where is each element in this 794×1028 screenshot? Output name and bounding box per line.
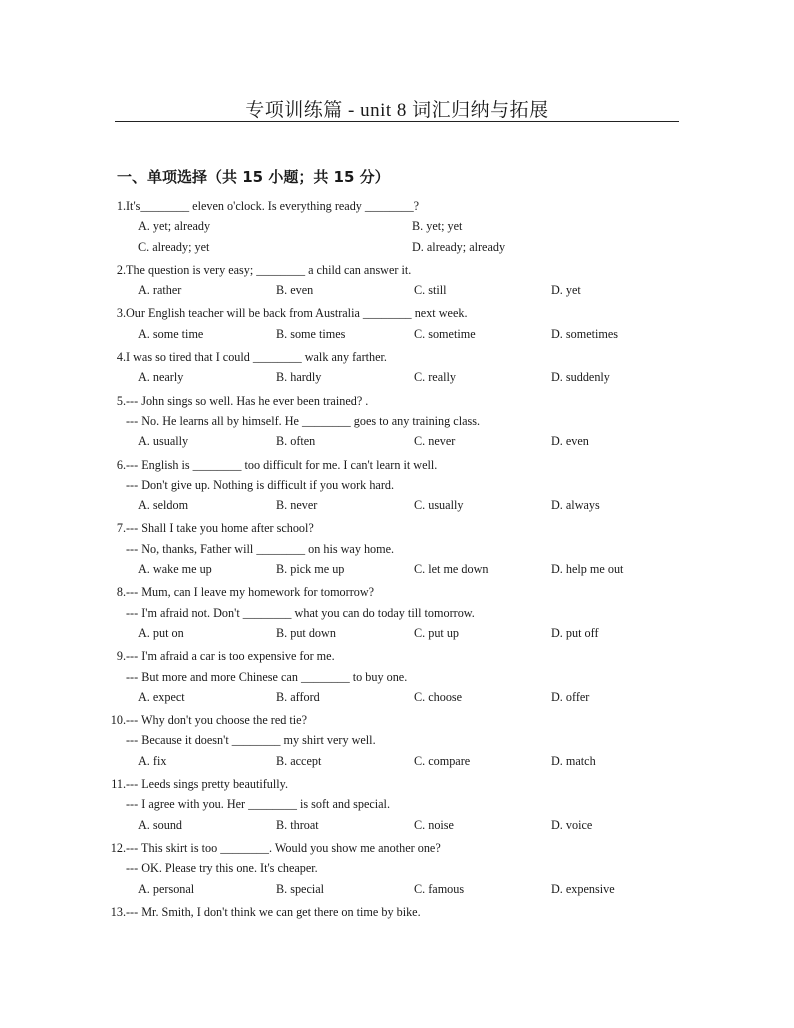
question-stem <box>106 303 706 323</box>
question-item <box>106 902 706 922</box>
question-stem <box>106 774 706 794</box>
question-item <box>106 518 706 579</box>
options-row <box>106 237 706 257</box>
question-number: 6. <box>116 457 126 472</box>
question-item <box>106 260 706 301</box>
answer-option: D. already; already <box>412 239 506 254</box>
answer-option: B. hardly <box>276 370 322 385</box>
options-row <box>106 324 706 344</box>
answer-option: B. throat <box>276 817 319 832</box>
answer-option: A. usually <box>138 434 189 449</box>
question-text: It's________ eleven o'clock. Is everything ready ________? <box>126 199 420 213</box>
question-number: 2. <box>116 262 126 277</box>
answer-option: B. put down <box>276 625 336 640</box>
question-number: 11. <box>111 777 126 792</box>
answer-option: B. some times <box>276 326 346 341</box>
question-number: 5. <box>116 393 126 408</box>
question-dialogue-line <box>106 475 706 495</box>
question-item <box>106 347 706 388</box>
question-text: --- But more and more Chinese can ________ to buy one. <box>126 669 408 684</box>
question-text: --- Mum, can I leave my homework for tomorrow? <box>126 585 375 600</box>
question-text: --- Leeds sings pretty beautifully. <box>126 777 289 792</box>
question-dialogue-line <box>106 539 706 559</box>
question-stem <box>106 518 706 538</box>
options-row <box>106 216 706 236</box>
question-stem <box>106 455 706 475</box>
answer-option: A. fix <box>138 753 167 768</box>
answer-option: C. never <box>414 434 456 449</box>
answer-option: B. often <box>276 434 316 449</box>
question-text: --- John sings so well. Has he ever been trained? . <box>126 393 369 408</box>
answer-option: C. famous <box>414 881 465 896</box>
question-text: --- Shall I take you home after school? <box>126 521 314 536</box>
answer-option: D. yet <box>551 283 581 298</box>
options-row <box>106 879 706 899</box>
question-text: --- This skirt is too ________. Would you show me another one? <box>126 840 441 855</box>
answer-option: B. special <box>276 881 325 896</box>
answer-option: A. seldom <box>138 498 189 513</box>
question-number: 1. <box>116 199 126 213</box>
question-number: 7. <box>116 521 126 536</box>
question-number: 12. <box>110 840 126 855</box>
options-row <box>106 495 706 515</box>
question-stem <box>106 196 706 216</box>
answer-option: C. put up <box>414 625 460 640</box>
question-item <box>106 838 706 899</box>
answer-option: D. put off <box>551 625 599 640</box>
question-item <box>106 303 706 344</box>
answer-option: D. always <box>551 498 600 513</box>
question-stem <box>106 646 706 666</box>
question-dialogue-line <box>106 730 706 750</box>
question-stem <box>106 902 706 922</box>
options-row <box>106 815 706 835</box>
question-stem <box>106 838 706 858</box>
question-text: --- Mr. Smith, I don't think we can get there on time by bike. <box>126 904 421 919</box>
answer-option: A. wake me up <box>138 562 212 577</box>
question-dialogue-line <box>106 667 706 687</box>
answer-option: D. voice <box>551 817 593 832</box>
answer-option: C. noise <box>414 817 454 832</box>
answer-option: A. expect <box>138 689 185 704</box>
question-text: --- I'm afraid not. Don't ________ what you can do today till tomorrow. <box>126 605 475 620</box>
question-number: 10. <box>110 713 126 728</box>
question-item <box>106 455 706 516</box>
question-item <box>106 774 706 835</box>
answer-option: C. compare <box>414 753 471 768</box>
question-text: --- Why don't you choose the red tie? <box>126 713 308 728</box>
answer-option: D. sometimes <box>551 326 619 341</box>
options-row <box>106 367 706 387</box>
answer-option: D. offer <box>551 689 590 704</box>
answer-option: C. really <box>414 370 456 385</box>
question-stem <box>106 260 706 280</box>
answer-option: A. yet; already <box>138 219 211 234</box>
options-row <box>106 559 706 579</box>
answer-option: A. some time <box>138 326 204 341</box>
question-text: --- Don't give up. Nothing is difficult if you work hard. <box>126 477 395 492</box>
answer-option: D. expensive <box>551 881 615 896</box>
answer-option: C. let me down <box>414 562 489 577</box>
page-title: 专项训练篇 - unit 8 词汇归纳与拓展 <box>245 100 549 121</box>
answer-option: B. even <box>276 283 314 298</box>
answer-option: A. rather <box>138 283 182 298</box>
question-text: I was so tired that I could ________ walk any farther. <box>126 350 387 365</box>
question-dialogue-line <box>106 858 706 878</box>
title-underline <box>115 121 679 122</box>
question-text: --- No, thanks, Father will ________ on his way home. <box>126 541 395 556</box>
question-stem <box>106 391 706 411</box>
answer-option: A. personal <box>138 881 195 896</box>
question-item <box>106 582 706 643</box>
question-list <box>106 196 706 925</box>
answer-option: A. sound <box>138 817 183 832</box>
question-stem <box>106 582 706 602</box>
section-heading: 一、单项选择（共 15 小题；共 15 分） <box>117 168 390 186</box>
question-number: 3. <box>116 306 126 321</box>
question-number: 13. <box>110 904 126 919</box>
answer-option: A. nearly <box>138 370 184 385</box>
question-text: --- No. He learns all by himself. He ________ goes to any training class. <box>126 413 481 428</box>
options-row <box>106 623 706 643</box>
question-item <box>106 646 706 707</box>
answer-option: A. put on <box>138 625 184 640</box>
options-row <box>106 280 706 300</box>
answer-option: B. afford <box>276 689 320 704</box>
answer-option: D. suddenly <box>551 370 610 385</box>
options-row <box>106 687 706 707</box>
question-item <box>106 391 706 452</box>
answer-option: D. even <box>551 434 589 449</box>
answer-option: C. still <box>414 283 447 298</box>
question-text: --- I agree with you. Her ________ is soft and special. <box>126 797 390 812</box>
answer-option: C. usually <box>414 498 464 513</box>
answer-option: D. help me out <box>551 562 624 577</box>
question-dialogue-line <box>106 794 706 814</box>
question-text: Our English teacher will be back from Australia ________ next week. <box>126 306 468 321</box>
answer-option: B. accept <box>276 753 322 768</box>
question-item <box>106 196 706 257</box>
question-number: 8. <box>116 585 126 600</box>
question-text: --- I'm afraid a car is too expensive for me. <box>126 649 335 664</box>
question-stem <box>106 710 706 730</box>
question-stem <box>106 347 706 367</box>
answer-option: B. never <box>276 498 318 513</box>
question-number: 4. <box>116 350 126 365</box>
answer-option: C. choose <box>414 689 463 704</box>
answer-option: B. pick me up <box>276 562 345 577</box>
question-dialogue-line <box>106 603 706 623</box>
question-text: --- OK. Please try this one. It's cheaper. <box>126 861 318 876</box>
options-row <box>106 751 706 771</box>
answer-option: C. already; yet <box>138 239 210 254</box>
question-text: --- English is ________ too difficult for me. I can't learn it well. <box>126 457 438 472</box>
question-item <box>106 710 706 771</box>
answer-option: B. yet; yet <box>412 219 463 234</box>
question-dialogue-line <box>106 411 706 431</box>
answer-option: C. sometime <box>414 326 476 341</box>
question-number: 9. <box>116 649 126 664</box>
options-row <box>106 431 706 451</box>
question-text: --- Because it doesn't ________ my shirt very well. <box>126 733 376 748</box>
answer-option: D. match <box>551 753 596 768</box>
question-text: The question is very easy; ________ a child can answer it. <box>126 262 412 277</box>
